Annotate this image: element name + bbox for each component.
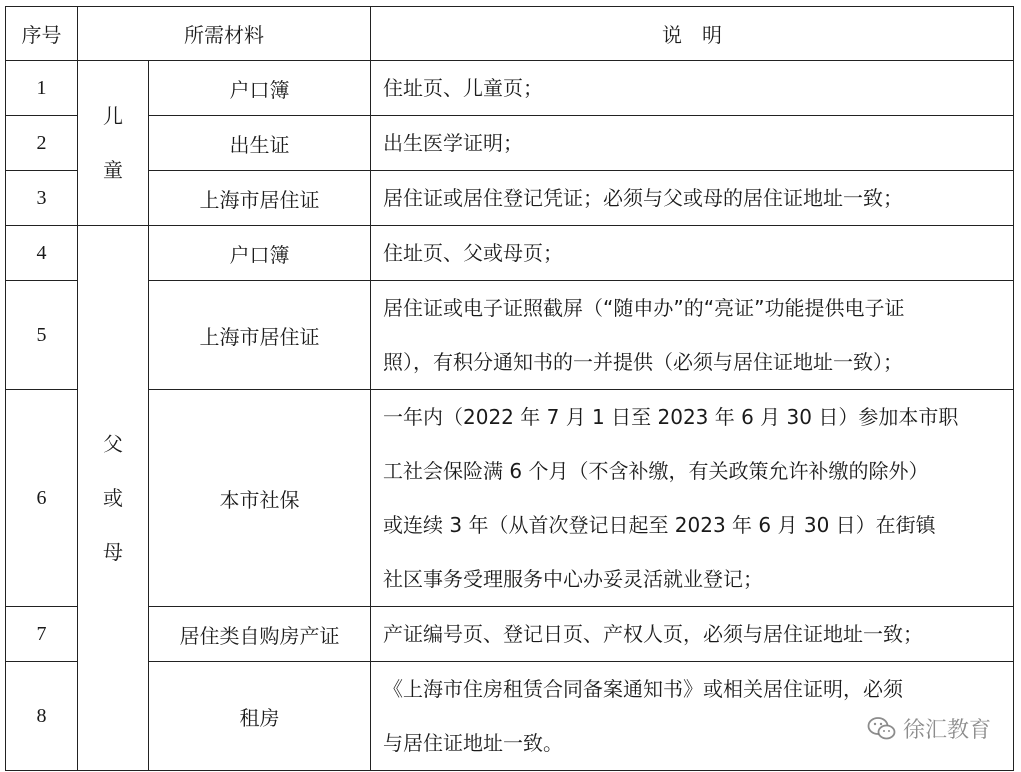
table-row [6, 116, 1014, 171]
watermark-text: 徐汇教育 [902, 718, 991, 743]
description-line: 产证编号页、登记日页、产权人页，必须与居住证地址一致； [383, 622, 923, 646]
material-description [371, 116, 1014, 171]
description-line: 一年内（2022 年 7 月 1 日至 2023 年 6 月 30 日）参加本市职 [383, 405, 959, 429]
row-number: 1 [6, 61, 78, 116]
description-line: 住址页、父或母页； [383, 241, 563, 265]
row-number: 6 [6, 390, 78, 607]
material-name: 上海市居住证 [149, 171, 371, 226]
table-row [6, 662, 1014, 771]
group-parent [78, 226, 149, 771]
material-name: 出生证 [149, 116, 371, 171]
watermark [867, 713, 991, 744]
description-line: 出生医学证明； [383, 131, 523, 155]
description-line: 照），有积分通知书的一并提供（必须与居住证地址一致）； [383, 350, 903, 374]
group-parent-char: 或 [103, 486, 123, 510]
material-name: 租房 [149, 662, 371, 771]
group-child-char: 儿 [103, 104, 123, 128]
table-row [6, 171, 1014, 226]
material-description [371, 226, 1014, 281]
description-line: 《上海市住房租赁合同备案通知书》或相关居住证明，必须 [383, 677, 903, 701]
header-row [6, 7, 1014, 61]
description-line: 与居住证地址一致。 [383, 731, 563, 755]
header-materials: 所需材料 [78, 7, 371, 61]
description-line: 社区事务受理服务中心办妥灵活就业登记； [383, 567, 763, 591]
table-row [6, 607, 1014, 662]
row-number: 7 [6, 607, 78, 662]
material-name: 户口簿 [149, 226, 371, 281]
material-description [371, 171, 1014, 226]
description-line: 居住证或电子证照截屏（“随申办”的“亮证”功能提供电子证 [383, 296, 905, 320]
table-row [6, 390, 1014, 607]
row-number: 3 [6, 171, 78, 226]
table-row [6, 226, 1014, 281]
row-number: 8 [6, 662, 78, 771]
table-row [6, 281, 1014, 390]
material-description [371, 390, 1014, 607]
row-number: 4 [6, 226, 78, 281]
description-line: 或连续 3 年（从首次登记日起至 2023 年 6 月 30 日）在街镇 [383, 513, 936, 537]
row-number: 2 [6, 116, 78, 171]
header-seq: 序号 [6, 7, 78, 61]
material-description [371, 607, 1014, 662]
material-description [371, 61, 1014, 116]
group-parent-char: 父 [103, 432, 123, 456]
group-child-char: 童 [103, 158, 123, 182]
material-description [371, 281, 1014, 390]
material-name: 居住类自购房产证 [149, 607, 371, 662]
description-line: 住址页、儿童页； [383, 76, 543, 100]
header-explanation: 说 明 [371, 7, 1014, 61]
description-line: 工社会保险满 6 个月（不含补缴，有关政策允许补缴的除外） [383, 459, 929, 483]
table-row [6, 61, 1014, 116]
row-number: 5 [6, 281, 78, 390]
group-child [78, 61, 149, 226]
materials-table [5, 6, 1014, 771]
material-name: 户口簿 [149, 61, 371, 116]
material-name: 上海市居住证 [149, 281, 371, 390]
material-name: 本市社保 [149, 390, 371, 607]
description-line: 居住证或居住登记凭证；必须与父或母的居住证地址一致； [383, 186, 903, 210]
wechat-icon [867, 716, 897, 742]
group-parent-char: 母 [103, 540, 123, 564]
